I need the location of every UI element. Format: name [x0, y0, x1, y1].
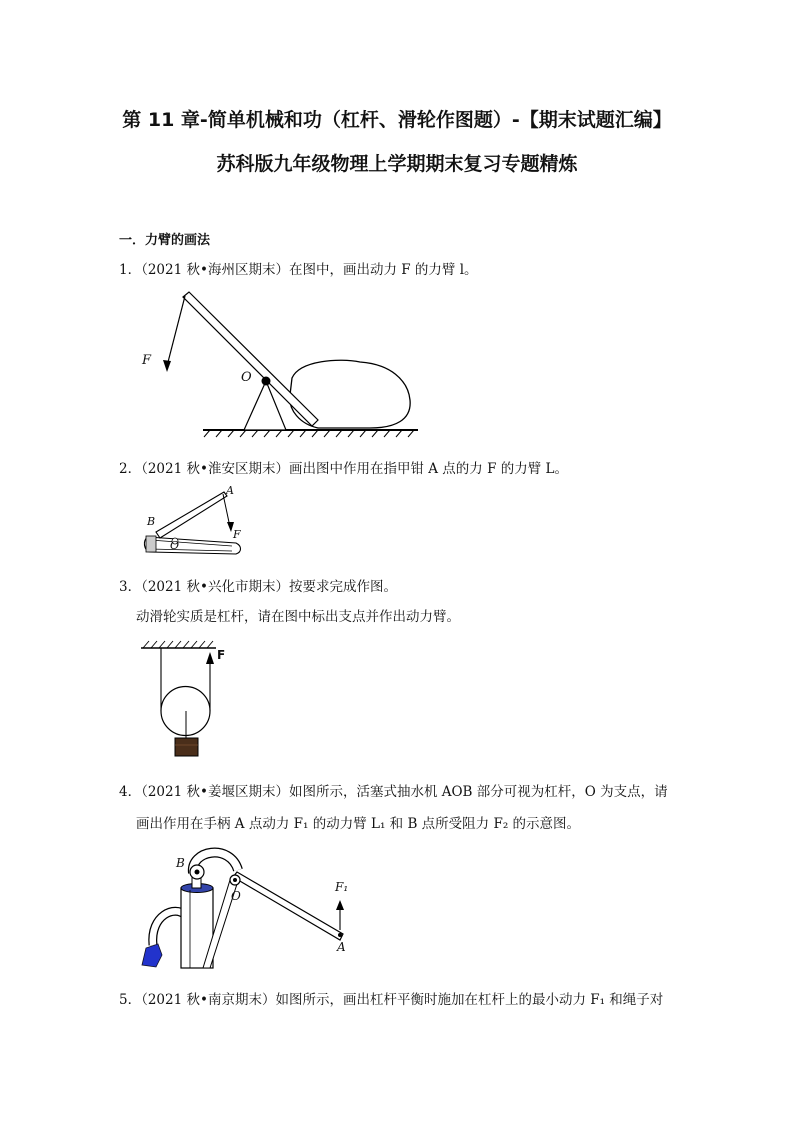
label-B: B: [176, 856, 185, 870]
page-subtitle: 苏科版九年级物理上学期期末复习专题精炼: [216, 153, 578, 175]
question-1-text: 1．（2021 秋•海州区期末）在图中，画出动力 F 的力臂 l。: [119, 262, 478, 278]
section-heading: 一．力臂的画法: [119, 233, 211, 248]
page-title: 第 11 章-简单机械和功（杠杆、滑轮作图题）-【期末试题汇编】: [122, 109, 672, 131]
question-4-text-line2: 画出作用在手柄 A 点动力 F₁ 的动力臂 L₁ 和 B 点所受阻力 F₂ 的示意图。: [136, 816, 581, 832]
label-B: B: [147, 515, 156, 528]
label-A: A: [226, 484, 234, 497]
label-F: F: [217, 648, 226, 662]
label-O: O: [241, 370, 252, 385]
label-F1: F₁: [335, 880, 349, 894]
question-2-text: 2．（2021 秋•淮安区期末）画出图中作用在指甲钳 A 点的力 F 的力臂 L。: [119, 461, 568, 477]
label-O: O: [170, 539, 180, 552]
question-4-text: 4．（2021 秋•姜堰区期末）如图所示，活塞式抽水机 AOB 部分可视为杠杆，O 为支点，请: [119, 784, 668, 800]
label-O: O: [231, 889, 241, 903]
label-A: A: [337, 940, 346, 954]
question-3-subtext: 动滑轮实质是杠杆，请在图中标出支点并作出动力臂。: [136, 609, 460, 625]
label-F: F: [233, 528, 241, 541]
question-5-text: 5．（2021 秋•南京期末）如图所示，画出杠杆平衡时施加在杠杆上的最小动力 F₁ 和绳子对: [119, 992, 664, 1008]
label-F: F: [142, 353, 152, 368]
question-3-text: 3．（2021 秋•兴化市期末）按要求完成作图。: [119, 579, 397, 595]
